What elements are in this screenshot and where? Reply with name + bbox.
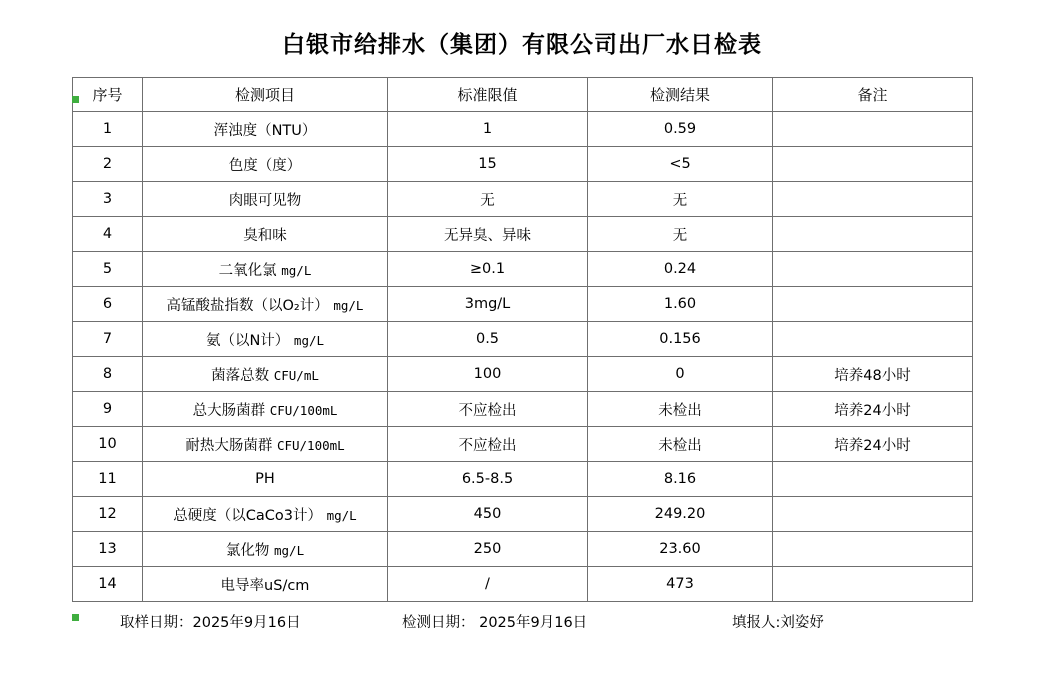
cell-result: 1.60 <box>588 287 773 322</box>
cell-note <box>773 147 973 182</box>
cell-no: 4 <box>73 217 143 252</box>
corner-marker-top-left <box>72 96 79 103</box>
water-quality-table <box>72 77 973 602</box>
cell-result: 473 <box>588 567 773 602</box>
table-row <box>73 497 973 532</box>
cell-note <box>773 322 973 357</box>
item-name: 总硬度（以CaCo3计） <box>173 507 322 524</box>
cell-note <box>773 182 973 217</box>
testing-date: 检测日期： 2025年9月16日 <box>402 615 588 631</box>
cell-note <box>773 532 973 567</box>
cell-no: 5 <box>73 252 143 287</box>
cell-result: 8.16 <box>588 462 773 497</box>
header-cell-item: 检测项目 <box>143 78 388 112</box>
cell-no: 2 <box>73 147 143 182</box>
cell-item <box>143 392 388 427</box>
cell-result: 无 <box>588 182 773 217</box>
cell-item <box>143 322 388 357</box>
cell-item <box>143 462 388 497</box>
cell-no: 13 <box>73 532 143 567</box>
item-unit: mg/L <box>274 542 305 558</box>
cell-standard: 450 <box>388 497 588 532</box>
cell-standard: 15 <box>388 147 588 182</box>
header-cell-note: 备注 <box>773 78 973 112</box>
cell-standard: / <box>388 567 588 602</box>
table-row <box>73 462 973 497</box>
header-cell-std: 标准限值 <box>388 78 588 112</box>
cell-standard: 250 <box>388 532 588 567</box>
page-title: 白银市给排水（集团）有限公司出厂水日检表 <box>282 32 762 58</box>
cell-no: 11 <box>73 462 143 497</box>
cell-note: 培养24小时 <box>773 427 973 462</box>
table-row <box>73 427 973 462</box>
item-name: 色度（度） <box>228 157 302 174</box>
cell-result: 249.20 <box>588 497 773 532</box>
cell-no: 12 <box>73 497 143 532</box>
cell-result: 0.24 <box>588 252 773 287</box>
cell-no: 3 <box>73 182 143 217</box>
cell-result: 0.156 <box>588 322 773 357</box>
cell-standard: 不应检出 <box>388 392 588 427</box>
item-unit: CFU/mL <box>273 367 319 383</box>
cell-standard: ≥0.1 <box>388 252 588 287</box>
table-row <box>73 112 973 147</box>
cell-note <box>773 252 973 287</box>
cell-result: 0.59 <box>588 112 773 147</box>
item-name: 氯化物 <box>225 542 270 559</box>
corner-marker-bottom-left <box>72 614 79 621</box>
cell-no: 14 <box>73 567 143 602</box>
cell-standard: 100 <box>388 357 588 392</box>
cell-item <box>143 357 388 392</box>
item-unit: CFU/100mL <box>269 402 338 418</box>
item-name: 高锰酸盐指数（以O₂计） <box>166 297 329 314</box>
cell-no: 10 <box>73 427 143 462</box>
cell-result: 0 <box>588 357 773 392</box>
cell-standard: 6.5-8.5 <box>388 462 588 497</box>
item-unit: mg/L <box>293 332 325 348</box>
table-row <box>73 287 973 322</box>
item-name: 菌落总数 <box>211 367 270 384</box>
cell-item <box>143 112 388 147</box>
item-name: 氨（以N计） <box>205 332 290 349</box>
table-row <box>73 252 973 287</box>
item-name: 浑浊度（NTU） <box>213 122 317 139</box>
cell-note <box>773 217 973 252</box>
cell-standard: 1 <box>388 112 588 147</box>
cell-note: 培养48小时 <box>773 357 973 392</box>
cell-result: 无 <box>588 217 773 252</box>
cell-item <box>143 287 388 322</box>
reporter: 填报人:刘姿妤 <box>732 615 824 631</box>
item-name: 电导率uS/cm <box>220 577 310 594</box>
cell-note <box>773 287 973 322</box>
cell-result: 未检出 <box>588 392 773 427</box>
table-row <box>73 567 973 602</box>
item-unit: mg/L <box>281 262 312 278</box>
item-name: PH <box>255 471 275 487</box>
table-row <box>73 392 973 427</box>
table-row <box>73 147 973 182</box>
cell-no: 7 <box>73 322 143 357</box>
cell-note: 培养24小时 <box>773 392 973 427</box>
cell-standard: 无异臭、异味 <box>388 217 588 252</box>
table-header-row <box>73 78 973 112</box>
cell-no: 1 <box>73 112 143 147</box>
item-name: 臭和味 <box>243 227 287 244</box>
item-name: 耐热大肠菌群 <box>185 437 273 454</box>
cell-item <box>143 217 388 252</box>
header-cell-no: 序号 <box>73 78 143 112</box>
cell-item <box>143 567 388 602</box>
cell-note <box>773 112 973 147</box>
item-name: 二氧化氯 <box>218 262 277 279</box>
header-cell-result: 检测结果 <box>588 78 773 112</box>
table-row <box>73 532 973 567</box>
footer <box>0 611 1044 632</box>
cell-item <box>143 427 388 462</box>
item-unit: CFU/100mL <box>276 437 345 453</box>
cell-no: 6 <box>73 287 143 322</box>
cell-note <box>773 567 973 602</box>
table-row <box>73 322 973 357</box>
cell-item <box>143 147 388 182</box>
cell-item <box>143 497 388 532</box>
item-unit: mg/L <box>333 297 364 313</box>
sampling-date: 取样日期：2025年9月16日 <box>120 615 301 631</box>
cell-item <box>143 532 388 567</box>
table-container <box>0 77 1044 602</box>
cell-no: 8 <box>73 357 143 392</box>
cell-note <box>773 462 973 497</box>
item-name: 肉眼可见物 <box>228 192 302 209</box>
item-name: 总大肠菌群 <box>192 402 266 419</box>
table-row <box>73 357 973 392</box>
table-row <box>73 217 973 252</box>
cell-standard: 无 <box>388 182 588 217</box>
cell-no: 9 <box>73 392 143 427</box>
cell-note <box>773 497 973 532</box>
cell-result: 未检出 <box>588 427 773 462</box>
cell-standard: 不应检出 <box>388 427 588 462</box>
cell-item <box>143 182 388 217</box>
cell-standard: 3mg/L <box>388 287 588 322</box>
table-row <box>73 182 973 217</box>
item-unit: mg/L <box>326 507 357 523</box>
cell-item <box>143 252 388 287</box>
cell-result: <5 <box>588 147 773 182</box>
cell-standard: 0.5 <box>388 322 588 357</box>
cell-result: 23.60 <box>588 532 773 567</box>
report-page <box>0 26 1044 684</box>
